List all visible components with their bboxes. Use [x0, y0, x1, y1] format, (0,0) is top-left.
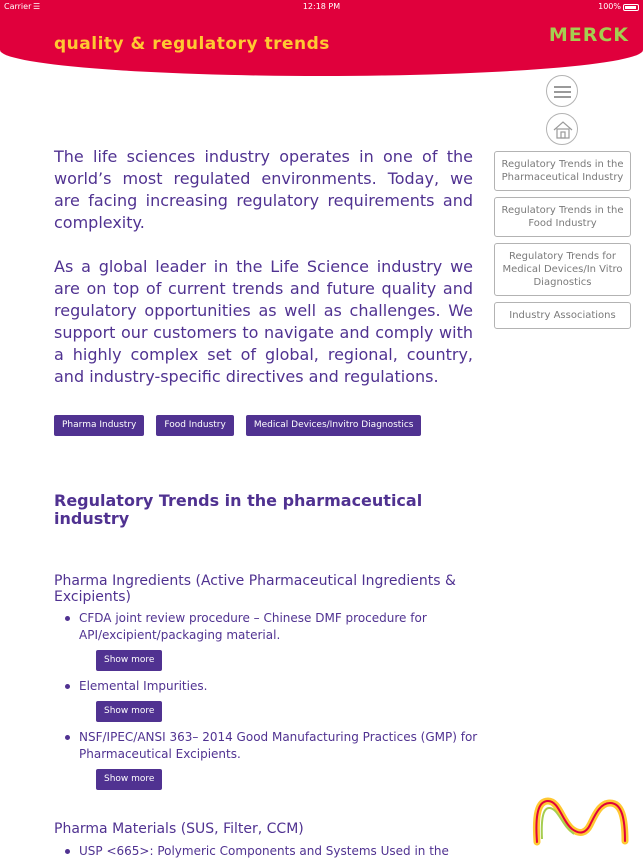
list-item-text: CFDA joint review procedure – Chinese DMF procedure for API/excipient/packaging material.: [62, 610, 482, 644]
show-more-button[interactable]: Show more: [96, 769, 162, 790]
list-item: [62, 843, 482, 858]
list-item-text: USP <665>: Polymeric Components and Systems Used in the: [62, 843, 482, 858]
carrier-label: Carrier: [4, 2, 32, 11]
list-item: [62, 729, 482, 763]
home-icon: [552, 119, 574, 141]
status-time: 12:18 PM: [302, 2, 341, 11]
intro-paragraph-2: As a global leader in the Life Science industry we are on top of current trends and future quality and regulatory opportunities as well as challenges. We support our customers to navigate and comply with a highly complex set of global, regional, country, and industry-specific directives and regulations.: [54, 257, 473, 386]
industry-tags: [54, 415, 433, 436]
status-bar: [0, 2, 643, 14]
show-more-button[interactable]: Show more: [96, 650, 162, 671]
hamburger-icon: [554, 96, 571, 98]
tag-pharma-industry[interactable]: Pharma Industry: [54, 415, 144, 436]
battery-percent: 100%: [598, 2, 621, 11]
nav-item-associations[interactable]: Industry Associations: [494, 302, 631, 329]
m-brand-icon: [532, 795, 630, 847]
wifi-icon: ☰: [33, 2, 41, 11]
app-header: [0, 0, 643, 76]
nav-item-medical-devices[interactable]: Regulatory Trends for Medical Devices/In Vitro Diagnostics: [494, 243, 631, 296]
page-title: quality & regulatory trends: [54, 34, 330, 54]
list-item-text: NSF/IPEC/ANSI 363– 2014 Good Manufacturing Practices (GMP) for Pharmaceutical Excipients.: [62, 729, 482, 763]
tag-medical-devices[interactable]: Medical Devices/Invitro Diagnostics: [246, 415, 422, 436]
hamburger-icon: [554, 86, 571, 88]
battery-icon: [623, 4, 639, 11]
group-heading-pharma-materials: Pharma Materials (SUS, Filter, CCM): [54, 821, 304, 837]
merck-logo[interactable]: MERCK: [548, 24, 629, 46]
section-heading: Regulatory Trends in the pharmaceutical industry: [54, 491, 423, 528]
menu-button[interactable]: [546, 75, 578, 107]
intro-text: [54, 146, 473, 410]
nav-item-food[interactable]: Regulatory Trends in the Food Industry: [494, 197, 631, 237]
section-nav: [494, 151, 631, 335]
group-heading-pharma-ingredients: Pharma Ingredients (Active Pharmaceutical Ingredients & Excipients): [54, 573, 456, 605]
list-item-text: Elemental Impurities.: [62, 678, 482, 695]
tag-food-industry[interactable]: Food Industry: [156, 415, 233, 436]
home-button[interactable]: [546, 113, 578, 145]
hamburger-icon: [554, 91, 571, 93]
nav-item-pharma[interactable]: Regulatory Trends in the Pharmaceutical Industry: [494, 151, 631, 191]
list-item: [62, 610, 482, 644]
show-more-button[interactable]: Show more: [96, 701, 162, 722]
intro-paragraph-1: The life sciences industry operates in one of the world’s most regulated environments. Today, we are facing increasing regulatory requirements and complexity.: [54, 147, 473, 232]
list-item: [62, 678, 482, 695]
